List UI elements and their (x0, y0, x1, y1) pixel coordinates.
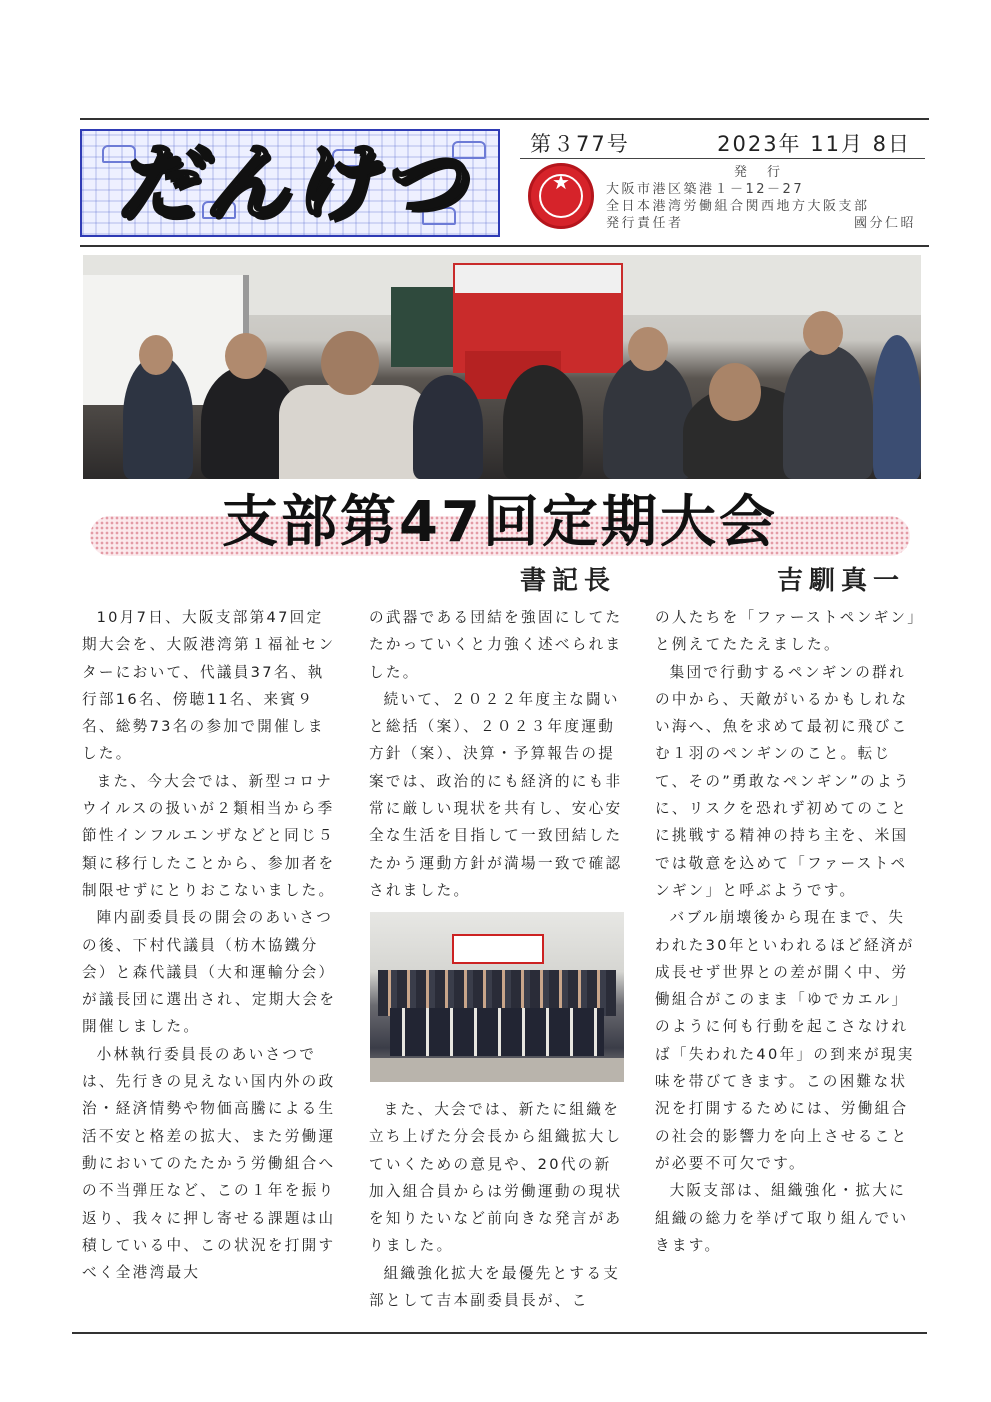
headline: 支部第47回定期大会 (222, 490, 778, 555)
issue-date: 2023年 11月 8日 (717, 132, 911, 156)
article-paragraph: また、今大会では、新型コロナウイルスの扱いが２類相当から季節性インフルエンザなどと同じ５類に移行したことから、参加者を制限せずにとりおこないました。 (82, 772, 336, 899)
photo-person (503, 365, 583, 479)
photo-person-head (139, 335, 173, 375)
article-paragraph: 組織強化拡大を最優先とする支部として吉本副委員長が、こ (369, 1264, 621, 1310)
issue-number: 第３77号 (530, 132, 630, 156)
group-photo (370, 912, 624, 1082)
photo-person (413, 375, 483, 479)
article-paragraph: 集団で行動するペンギンの群れの中から、天敵がいるかもしれない海へ、魚を求めて最初に飛びこむ１羽のペンギンのこと。転じて、その”勇敢なペンギン”のように、リスクを恐れず初めてのことに挑戦する精神の持ち主を、米国では敬意を込めて「ファーストペンギン」と呼ぶようです。 (655, 663, 911, 899)
article-paragraph: 陣内副委員長の開会のあいさつの後、下村代議員（枋木協鐵分会）と森代議員（大和運輸分会）が議長団に選出され、定期大会を開催しました。 (82, 909, 337, 1036)
photo-person (603, 355, 693, 479)
byline-name: 吉馴真一 (776, 566, 905, 596)
footer-rule (72, 1332, 927, 1334)
article-paragraph-continued: の武器である団結を強固にしてたたかっていくと力強く述べられました。 (369, 609, 623, 681)
photo-banner-caption (455, 265, 621, 293)
article-column-3 (655, 604, 917, 1259)
article-paragraph: 小林執行委員長のあいさつでは、先行きの見えない国内外の政治・経済情勢や物価高騰による生活不安と格差の拡大、また労働運動においてのたたかう労働組合への不当弾圧など、この１年を振り返り、我々に押し寄せる課題は山積している中、この状況を打開すべく全港湾最大 (82, 1045, 336, 1282)
photo-person-head (628, 327, 668, 371)
article-paragraph: また、大会では、新たに組織を立ち上げた分会長から組織拡大していくための意見や、20代の新加入組合員からは労働運動の現状を知りたいなど前向きな発言がありました。 (369, 1101, 623, 1255)
group-photo-floor (370, 1058, 624, 1082)
article-paragraph: 続いて、２０２２年度主な闘いと総括（案）、２０２３年度運動方針（案）、決算・予算報告の提案では、政治的にも経済的にも非常に厳しい現状を共有し、安心安全な生活を目指して一致団結したたかう運動方針が満場一致で確認されました。 (369, 690, 623, 899)
byline-role: 書記長 (520, 566, 617, 596)
byline (520, 560, 905, 597)
photo-person-head (225, 333, 267, 379)
photo-person-head (803, 311, 843, 355)
group-photo-banner (452, 934, 544, 964)
union-seal (528, 163, 594, 229)
publisher-organization: 全日本港湾労働組合関西地方大阪支部 (606, 199, 870, 214)
photo-person (873, 335, 921, 479)
article-paragraph: バブル崩壊後から現在まで、失われた30年といわれるほど経済が成長せず世界との差が開く中、労働組合がこのまま「ゆでカエル」のように何も行動を起こさなければ「失われた40年」の到来が現実味を帯びてきます。この困難な状況を打開するためには、労働組合の社会的影響力を向上させることが必要不可欠です。 (655, 909, 915, 1172)
article-column-2-bottom (369, 1096, 627, 1314)
top-rule (80, 118, 929, 120)
publisher-block (606, 164, 916, 232)
article-column-2-top (369, 604, 627, 904)
article-paragraph: 大阪支部は、組織強化・拡大に組織の総力を挙げて取り組んでいきます。 (655, 1182, 909, 1254)
article-paragraph: 10月7日、大阪支部第47回定期大会を、大阪港湾第１福祉センターにおいて、代議員37名、執行部16名、傍聴11名、来賓９名、総勢73名の参加で開催しました。 (82, 609, 336, 763)
masthead-title: だんけつ (115, 134, 468, 232)
photo-person (279, 385, 429, 479)
header-rule (80, 245, 929, 247)
masthead-logo (80, 129, 500, 237)
article-paragraph-continued: の人たちを「ファーストペンギン」と例えてたたえました。 (655, 609, 917, 654)
photo-person (783, 345, 873, 479)
seal-star-icon: ★ (552, 170, 570, 194)
group-photo-front-row (390, 1008, 604, 1056)
photo-person-head (709, 363, 761, 421)
photo-person-head (321, 331, 379, 395)
convention-photo (83, 255, 921, 479)
article-column-1 (82, 604, 340, 1286)
responsible-label: 発行責任者 (606, 216, 684, 231)
issue-line (520, 128, 925, 159)
publisher-responsible (606, 215, 916, 232)
publisher-address: 大阪市港区築港１－12－27 (606, 182, 805, 197)
publisher-label: 発 行 (733, 165, 789, 180)
responsible-name: 國分仁昭 (853, 216, 916, 231)
